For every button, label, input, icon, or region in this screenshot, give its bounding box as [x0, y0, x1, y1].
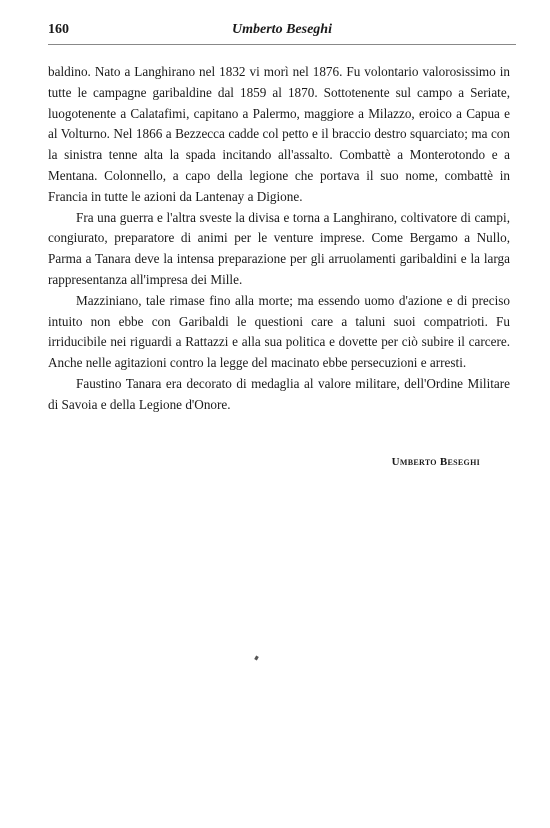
paragraph-4: Faustino Tanara era decorato di medaglia al valore militare, dell'Ordine Militare di Savoia e della Legione d'Onore. — [48, 375, 510, 412]
running-head: Umberto Beseghi — [232, 22, 332, 37]
page-header — [48, 22, 516, 48]
header-rule — [48, 44, 516, 45]
paragraph-3: Mazziniano, tale rimase fino alla morte; ma essendo uomo d'azione e di preciso intuito non ebbe con Garibaldi le questioni care a taluni suoi compatrioti. Fu irriducibile nei riguardi a Rattazzi e alla sua politica e dovette per ciò subire il carcere. Anche nelle agitazioni contro la legge del macinato ebbe persecuzioni e arresti. — [48, 292, 510, 371]
ink-speck — [254, 656, 259, 661]
author-signature: Umberto Beseghi — [391, 456, 480, 468]
paragraph-2: Fra una guerra e l'altra svestе la divisa e torna a Langhirano, coltivatore di campi, congiurato, preparatore di animi per le venture imprese. Come Bergamo a Nullo, Parma a Tanara deve la intensa preparazione per gli arruolamenti garibaldini e la larga rappresentanza all'impresa dei Mille. — [48, 209, 510, 287]
paragraph-1: baldino. Nato a Langhirano nel 1832 vi morì nel 1876. Fu volontario valorosissimo in tutte le campagne garibaldine dal 1859 al 1870. Sottotenente sul campo a Seriate, luogotenente a Calatafimi, capitano a Palermo, maggiore a Milazzo, eroico a Capua e al Volturno. Nel 1866 a Bezzecca cadde col petto e il braccio destro squarciato; ma con la sinistra tenne alta la spada incitando all'assalto. Combattè a Monterotondo e a Mentana. Colonnello, a capo della legione che portava il suo nome, combattè in Francia in tutte le azioni da Lantenay a Digione. — [48, 64, 510, 204]
page-number: 160 — [48, 22, 69, 37]
body-text — [48, 62, 510, 416]
